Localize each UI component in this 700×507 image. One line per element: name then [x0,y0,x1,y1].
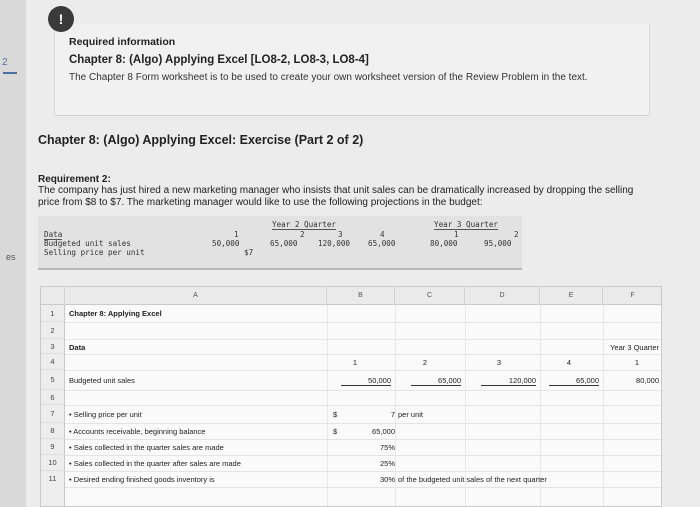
row-divider [65,370,662,371]
row-divider [65,487,662,488]
cell-a7[interactable]: • Selling price per unit [69,410,142,419]
cell-b7[interactable]: $ [333,410,338,419]
cell-e5[interactable]: 65,000 [549,376,599,386]
row-header-5[interactable]: 5 [41,370,65,390]
column-header-c[interactable]: C [395,287,465,305]
cell-f4[interactable]: 1 [634,358,639,367]
cell-c7-value[interactable]: 7 [390,410,395,419]
row-header-9[interactable]: 9 [41,439,65,455]
cell-b5[interactable]: 50,000 [341,376,391,386]
y2-sales-4: 65,000 [368,239,396,248]
spreadsheet [40,286,662,507]
cell-a11[interactable]: • Desired ending finished goods inventory is [69,475,215,484]
row-header-6[interactable]: 6 [41,390,65,405]
projection-row-data: Data [44,230,63,239]
row-divider [65,405,662,406]
cell-c4[interactable]: 2 [422,358,427,367]
cell-c11[interactable]: 30% [379,475,395,484]
column-header-a[interactable]: A [65,287,327,305]
row-divider [65,354,662,355]
cell-c7-unit: per unit [398,410,424,419]
info-title: Chapter 8: (Algo) Applying Excel [LO8-2, LO8-3, LO8-4] [69,54,369,66]
cell-f3[interactable]: Year 3 Quarter [610,343,659,352]
cell-c11-note: of the budgeted unit sales of the next quarter [398,475,547,484]
row-divider [65,339,662,340]
column-divider [327,305,328,507]
row-divider [65,390,662,391]
projection-table [38,216,522,268]
year2-header: Year 2 Quarter [272,220,337,229]
y3-quarter-1: 1 [454,230,459,239]
cell-c10[interactable]: 25% [379,459,395,468]
cell-a8[interactable]: • Accounts receivable, beginning balance [69,427,206,436]
y2-quarter-1: 1 [234,230,239,239]
cell-d4[interactable]: 3 [496,358,501,367]
question-indicator [3,72,17,74]
y2-quarter-4: 4 [380,230,385,239]
cell-c5[interactable]: 65,000 [411,376,461,386]
y2-sales-1: 50,000 [212,239,240,248]
row-divider [65,439,662,440]
info-text: The Chapter 8 Form worksheet is to be used to create your own worksheet version of the Review Problem in the text. [69,72,588,83]
y3-sales-1: 80,000 [430,239,458,248]
row-header-10[interactable]: 10 [41,455,65,471]
cell-c9[interactable]: 75% [379,443,395,452]
cell-a3[interactable]: Data [69,343,86,352]
projection-row-price: Selling price per unit [44,248,145,257]
y3-quarter-2: 2 [514,230,519,239]
row-header-7[interactable]: 7 [41,405,65,423]
cell-e4[interactable]: 4 [566,358,571,367]
y3-sales-2: 95,000 [484,239,512,248]
requirement-title: Requirement 2: [38,174,111,185]
cell-f5[interactable]: 80,000 [636,376,659,385]
info-heading: Required information [69,36,176,48]
cell-a9[interactable]: • Sales collected in the quarter sales are made [69,443,224,452]
column-header-b[interactable]: B [327,287,395,305]
row-header-3[interactable]: 3 [41,339,65,354]
requirement-text: The company has just hired a new marketing manager who insists that unit sales can be dramatically increased by dropping the selling price from $8 to $7. The marketing manager would like to use the following projections in the budget: [38,185,634,208]
alert-icon: ! [48,6,74,32]
cell-a5[interactable]: Budgeted unit sales [69,376,135,385]
row-divider [65,455,662,456]
required-information-panel [54,24,650,116]
cell-b4[interactable]: 1 [352,358,357,367]
cell-d5[interactable]: 120,000 [481,376,536,386]
cell-a10[interactable]: • Sales collected in the quarter after sales are made [69,459,241,468]
cell-c8[interactable]: 65,000 [372,427,395,436]
question-number[interactable]: 2 [2,57,8,68]
column-header-e[interactable]: E [540,287,603,305]
projection-divider [38,268,522,270]
y2-quarter-3: 3 [338,230,343,239]
cell-a1[interactable]: Chapter 8: Applying Excel [69,309,162,318]
projection-row-sales: Budgeted unit sales [44,239,131,248]
row-divider [65,471,662,472]
left-margin-label: es [6,252,16,262]
row-divider [65,322,662,323]
y2-sales-3: 120,000 [318,239,351,248]
row-header-2[interactable]: 2 [41,322,65,339]
corner-cell[interactable] [41,287,65,305]
row-divider [65,423,662,424]
year3-header: Year 3 Quarter [434,220,499,229]
y2-quarter-2: 2 [300,230,305,239]
y2-sales-2: 65,000 [270,239,298,248]
cell-b8[interactable]: $ [333,427,338,436]
row-header-4[interactable]: 4 [41,354,65,370]
column-header-f[interactable]: F [603,287,662,305]
exercise-title: Chapter 8: (Algo) Applying Excel: Exercise (Part 2 of 2) [38,133,364,147]
column-header-d[interactable]: D [465,287,540,305]
projection-price-value: $7 [244,248,254,257]
column-divider [603,305,604,507]
column-divider [395,305,396,507]
column-header-row [41,287,662,305]
row-header-8[interactable]: 8 [41,423,65,439]
row-header-1[interactable]: 1 [41,305,65,322]
row-header-11[interactable]: 11 [41,471,65,507]
